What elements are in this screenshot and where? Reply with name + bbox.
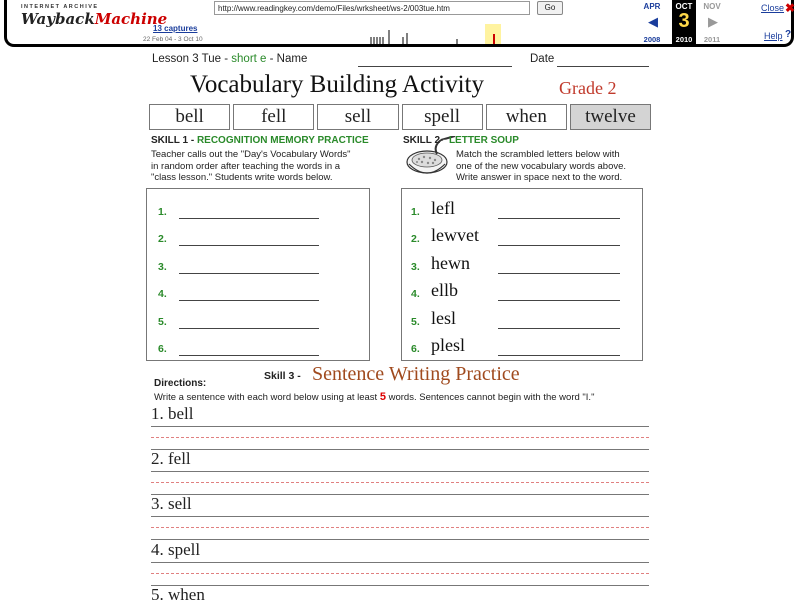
go-button[interactable]: Go [537, 1, 563, 15]
directions-label: Directions: [154, 378, 207, 389]
date-line [557, 66, 649, 67]
close-link[interactable]: Close [761, 3, 785, 13]
guide-line [151, 527, 649, 528]
directions-part: Write a sentence with each word below using at least [154, 392, 380, 403]
sentence-prompt: 1. bell [151, 404, 194, 423]
skill2-sep: - [440, 135, 449, 146]
vocab-word: fell [233, 104, 314, 130]
close-icon[interactable]: ✖ [785, 1, 796, 15]
skill1-number: 4. [158, 288, 167, 300]
answer-line[interactable] [498, 328, 620, 329]
skill1-heading [151, 135, 369, 146]
vocab-word: spell [402, 104, 483, 130]
answer-line[interactable] [179, 273, 319, 274]
help-link[interactable]: Help [764, 31, 783, 41]
lesson-focus: short e [231, 53, 267, 65]
skill1-number: 5. [158, 316, 167, 328]
skill3-label: Skill 3 - [264, 370, 301, 382]
writing-line[interactable] [151, 562, 649, 563]
skill1-label: SKILL 1 [151, 135, 189, 146]
answer-line[interactable] [498, 245, 620, 246]
scrambled-word: lefl [431, 198, 455, 218]
wayback-toolbar [4, 0, 794, 47]
lesson-label: Lesson 3 Tue - [152, 53, 232, 65]
prev-year[interactable]: 2008 [643, 35, 661, 44]
skill2-heading [403, 135, 519, 146]
skill1-number: 6. [158, 343, 167, 355]
writing-line[interactable] [151, 426, 649, 427]
answer-line[interactable] [498, 218, 620, 219]
skill2-number: 3. [411, 261, 420, 273]
next-month: NOV [703, 2, 721, 11]
name-label: - Name [266, 53, 308, 65]
writing-line[interactable] [151, 516, 649, 517]
guide-line [151, 482, 649, 483]
directions-number: 5 [379, 391, 386, 403]
current-month: OCT [675, 2, 693, 11]
page-title: Vocabulary Building Activity [190, 71, 484, 98]
skill2-number: 4. [411, 288, 420, 300]
skill1-number: 2. [158, 233, 167, 245]
help-icon[interactable]: ? [785, 29, 792, 40]
guide-line [151, 437, 649, 438]
sentence-prompt: 5. when [151, 585, 205, 604]
logo-caption: INTERNET ARCHIVE [21, 4, 99, 10]
answer-line[interactable] [179, 245, 319, 246]
next-arrow-icon: ▶ [708, 14, 718, 29]
scrambled-word: lewvet [431, 225, 479, 245]
vocab-word: bell [149, 104, 230, 130]
wayback-logo[interactable] [21, 4, 168, 40]
sentence-prompt: 4. spell [151, 540, 201, 559]
directions-part: words. Sentences cannot begin with the word "I." [385, 392, 595, 403]
logo-wordmark [21, 10, 168, 28]
answer-line[interactable] [498, 355, 620, 356]
answer-line[interactable] [498, 300, 620, 301]
answer-line[interactable] [179, 300, 319, 301]
prev-arrow-icon[interactable]: ◀ [648, 14, 658, 29]
captures-link[interactable]: 13 captures [153, 24, 198, 33]
answer-line[interactable] [179, 218, 319, 219]
capture-bars [371, 30, 457, 44]
captures-sparkline[interactable] [217, 18, 617, 44]
vocabulary-word-row [149, 104, 651, 130]
skill2-desc-line: Match the scrambled letters below with [456, 149, 620, 160]
writing-line[interactable] [151, 449, 649, 450]
date-label: Date [530, 53, 555, 65]
skill2-number: 6. [411, 343, 420, 355]
skill1-number: 3. [158, 261, 167, 273]
writing-line[interactable] [151, 494, 649, 495]
skill2-title: LETTER SOUP [448, 135, 519, 146]
skill1-desc-line: Teacher calls out the "Day's Vocabulary Words" [151, 149, 351, 160]
writing-line[interactable] [151, 539, 649, 540]
lesson-line [152, 53, 307, 65]
current-day: 3 [678, 10, 690, 32]
guide-line [151, 573, 649, 574]
skill1-desc-line: "class lesson." Students write words below. [151, 172, 333, 183]
skill2-number: 5. [411, 316, 420, 328]
next-year: 2011 [703, 35, 721, 44]
url-input[interactable]: http://www.readingkey.com/demo/Files/wrksheet/ws-2/003tue.htm [214, 1, 530, 15]
skill2-number: 2. [411, 233, 420, 245]
skill1-number: 1. [158, 206, 167, 218]
vocab-word: sell [317, 104, 398, 130]
scrambled-word: ellb [431, 280, 458, 300]
vocab-word: twelve [570, 104, 651, 130]
skill3-title: Sentence Writing Practice [312, 363, 520, 385]
skill1-sep: - [188, 135, 197, 146]
writing-line[interactable] [151, 585, 649, 586]
scrambled-word: lesl [431, 308, 456, 328]
skill1-desc-line: in random order after teaching the words in a [151, 160, 341, 172]
skill1-box [146, 188, 370, 361]
directions-text [154, 391, 594, 403]
answer-line[interactable] [498, 273, 620, 274]
skill1-description [151, 149, 351, 184]
skill1-title: RECOGNITION MEMORY PRACTICE [196, 135, 369, 146]
vocab-word: when [486, 104, 567, 130]
skill2-box [401, 188, 643, 361]
scrambled-word: plesl [431, 335, 465, 355]
skill2-desc-line: Write answer in space next to the word. [456, 172, 623, 183]
prev-month[interactable]: APR [643, 2, 661, 11]
captures-range: 22 Feb 04 - 3 Oct 10 [143, 36, 203, 43]
sentence-prompt: 2. fell [151, 449, 191, 468]
scrambled-word: hewn [431, 253, 470, 273]
writing-line[interactable] [151, 471, 649, 472]
answer-line[interactable] [179, 355, 319, 356]
skill2-description [456, 149, 626, 184]
skill2-desc-line: one of the new vocabulary words above. [456, 160, 627, 172]
logo-wordmark-a: Wayback [21, 10, 95, 28]
skill2-label: SKILL 2 [403, 135, 441, 146]
answer-line[interactable] [179, 328, 319, 329]
current-year: 2010 [675, 35, 693, 44]
grade-label: Grade 2 [559, 78, 617, 98]
skill2-number: 1. [411, 206, 420, 218]
name-line [358, 66, 512, 67]
logo-wordmark-b: Machine [94, 10, 168, 28]
sentence-prompt: 3. sell [151, 494, 192, 513]
